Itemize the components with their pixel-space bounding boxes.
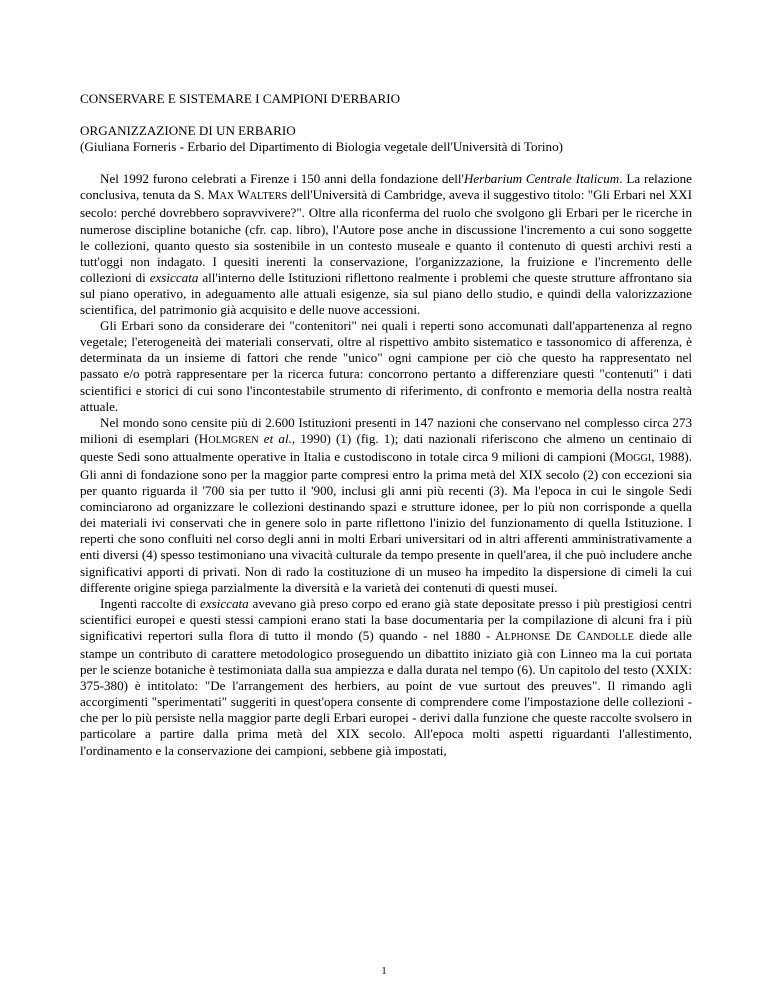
author-line: (Giuliana Forneris - Erbario del Dipartimento di Biologia vegetale dell'Università di Torino) [80,139,563,155]
p4-text-a: Ingenti raccolte di [100,595,201,611]
p1-text-b: . La relazione conclusiva, tenuta da S. [80,171,692,203]
paragraph-1 [80,171,692,318]
p1-text-d: all'interno delle Istituzioni riflettono realmente i problemi che queste strutture affrontano sia sul piano operativo, in adeguamento alle attuali esigenze, sia sul piano dello studio, e quindi della valorizzazione scientifica, del patrimonio già acquisito e delle nuove accessioni. [80,269,693,318]
document-title: CONSERVARE E SISTEMARE I CAMPIONI D'ERBARIO [80,91,401,106]
p3-text-a: Nel mondo sono censite più di 2.600 Istituzioni presenti in 147 nazioni che conservano nel complesso circa 273 milioni di esemplari ( [80,414,692,446]
p4-text-c: diede alle stampe un contributo di carattere metodologico proseguendo un dibattito iniziato già con Linneo ma la cui portata per le scienze botaniche è testimoniata dalla sua ampiezza e dalla durata nel tempo (6). Un capitolo del testo (XXIX: 375-380) è intitolato: "De l'arrangement des herbiers, au point de vue surtout des preuves". Il rimando agli accorgimenti "sperimentati" suggeriti in quest'opera consente di comprendere come l'impostazione delle collezioni - che per lo più persiste nella maggior parte degli Erbari europei - derivi dalla funzione che queste raccolte svolsero in particolare a partire dalla prima metà del XIX secolo. All'epoca molti aspetti riguardanti l'allestimento, l'ordinamento e la conservazione dei campioni, sebbene già impostati, [80,627,692,758]
p4-text-b: avevano già preso corpo ed erano già state depositate presso i più prestigiosi centri scientifici europei e questi stessi campioni erano stati la base documentaria per la compilazione di alcuni fra i più significativi repertori sulla flora di tutto il mondo (5) quando - nel 1880 - [80,595,692,643]
section-header [80,123,692,155]
term-exsiccata: exsiccata [149,269,199,285]
page-number: 1 [381,965,387,977]
p1-text-c: dell'Università di Cambridge, aveva il suggestivo titolo: "Gli Erbari nel XXI secolo: perché dovrebbero sopravvivere?". Oltre alla riconferma del ruolo che svolgono gli Erbari per le ricerche in numerose discipline botaniche (cfr. cap. libro), l'Autore pose anche in discussione l'incremento a cui sono soggette le collezioni, quanto questo sia sostenibile in un contesto museale e quanto il contenuto di questi archivi resti a tutt'oggi non indagato. I quesiti inerenti la conservazione, l'organizzazione, la fruizione e l'incremento delle collezioni di [80,187,692,285]
section-heading: ORGANIZZAZIONE DI UN ERBARIO [80,123,296,139]
author-max-walters: MAX WALTERS [207,187,288,203]
p1-text-a: Nel 1992 furono celebrati a Firenze i 150 anni della fondazione dell' [100,171,464,187]
paragraph-2: Gli Erbari sono da considerare dei "contenitori" nei quali i reperti sono accomunati dall'appartenenza al regno vegetale; l'eterogeneità dei materiali conservati, oltre al rispettivo ambito sistematico e tassonomico di afferenza, è determinata da un insieme di fattori che rende "unico" ogni campione per ciò che questo ha rappresentato nel passato e/o potrà rappresentare per la ricerca futura: concorrono pertanto a differenziare questi "contenuti" i dati scientifici e storici di cui sono l'incontestabile strumento di riferimento, di confronto e memoria della nostra realtà attuale. [80,318,692,414]
p3-text-b: , 1990) (1) (fig. 1); dati nazionali riferiscono che almeno un centinaio di queste Sedi sono attualmente operative in Italia e custodiscono in totale circa 9 milioni di campioni ( [80,430,692,464]
body-text [80,171,692,758]
et-al: et al. [263,430,292,446]
p3-text-c: , 1988). Gli anni di fondazione sono per la maggior parte compresi entro la prima metà del XIX secolo (2) con eccezioni sia per quanto riguarda il '700 sia per tutto il '900, inclusi gli anni più recenti (3). Ma l'epoca in cui le singole Sedi cominciarono ad organizzare le collezioni destinando spazi e strutture idonee, per lo più non corrisponde a quella dei materiali ivi conservati che in genere solo in parte riflettono l'inizio del funzionamento di quella Istituzione. I reperti che sono confluiti nel corso degli anni in molti Erbari universitari od in altri afferenti amministrativamente a enti diversi (4) spesso testimoniano una vivacità culturale da tempo presente in quell'area, il che può includere anche significativi apporti di privati. Non di rado la costituzione di un museo ha impedito la dispersione di cimeli la cui differente origine spiega parzialmente la diversità e la varietà dei contenuti di questi musei. [80,448,692,595]
page-content [80,91,692,759]
author-moggi: MOGGI [614,448,652,464]
paragraph-4 [80,596,692,759]
author-holmgren: HOLMGREN [198,430,259,446]
herbarium-name: Herbarium Centrale Italicum [463,171,620,187]
term-exsiccata: exsiccata [200,595,249,611]
author-alphonse-de-candolle: ALPHONSE DE CANDOLLE [495,627,634,643]
paragraph-3 [80,415,692,596]
